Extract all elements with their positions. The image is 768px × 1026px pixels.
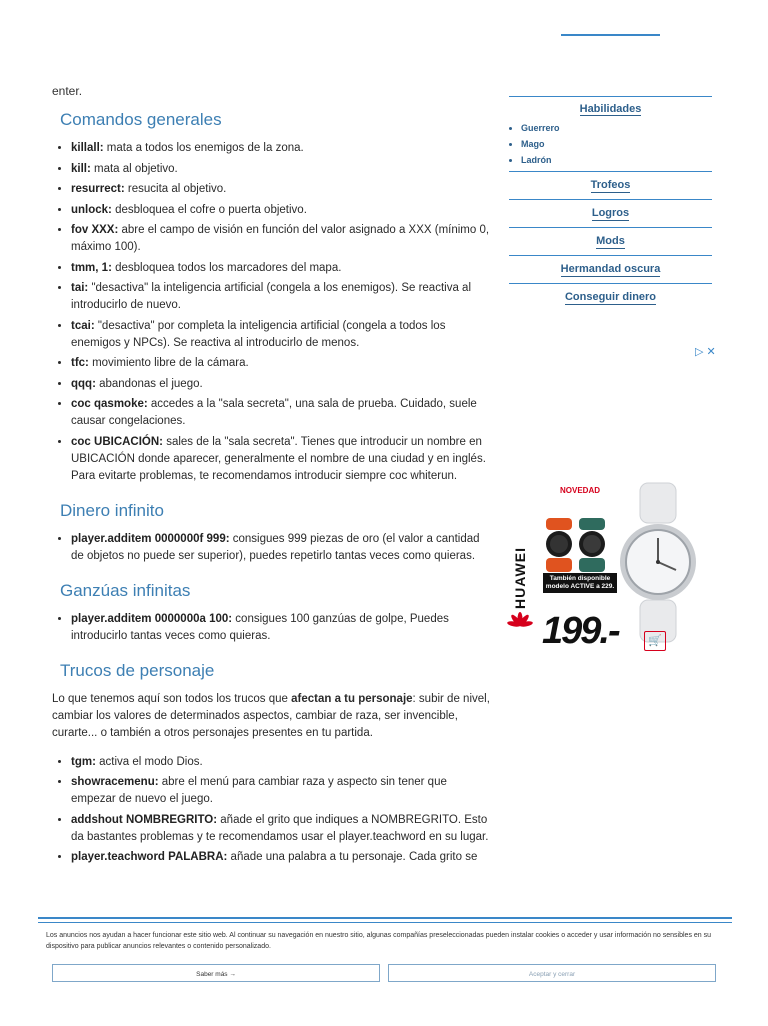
list-item: • player.additem 0000000a 100: consigues 100 ganzúas de golpe, Puedes introducirlo tantas veces como quieras. — [71, 611, 492, 645]
list-item: • kill: mata al objetivo. — [71, 161, 492, 178]
list-item: • tfc: movimiento libre de la cámara. — [71, 355, 492, 372]
list-item: • coc qasmoke: accedes a la "sala secreta", una sala de prueba. Cuidado, suele causar congelaciones. — [71, 396, 492, 430]
sidebar-item-conseguir-dinero[interactable]: Conseguir dinero — [509, 283, 712, 311]
heading-gold: Dinero infinito — [60, 500, 164, 520]
list-item: • resurrect: resucita al objetivo. — [71, 181, 492, 198]
list-gold — [52, 531, 492, 565]
adchoices-icon[interactable]: ▷ ✕ — [695, 346, 716, 358]
cookie-divider — [38, 922, 732, 923]
top-accent-line — [561, 34, 660, 36]
sidebar-subitem-guerrero[interactable]: • Guerrero — [521, 123, 712, 133]
list-item: • addshout NOMBREGRITO: añade el grito que indiques a NOMBREGRITO. Esto da bastantes problemas y te recomendamos usar el player.teachword en su lugar. — [71, 812, 492, 846]
list-item: • showracemenu: abre el menú para cambiar raza y aspecto sin tener que empezar de nuevo el juego. — [71, 774, 492, 808]
sidebar-item-logros[interactable]: Logros — [509, 199, 712, 227]
list-item: • unlock: desbloquea el cofre o puerta objetivo. — [71, 202, 492, 219]
sidebar-item-hermandad-oscura[interactable]: Hermandad oscura — [509, 255, 712, 283]
list-item: • tmm, 1: desbloquea todos los marcadores del mapa. — [71, 260, 492, 277]
list-lockpicks — [52, 611, 492, 645]
sidebar-item-mods[interactable]: Mods — [509, 227, 712, 255]
list-general — [52, 140, 492, 485]
advertisement-banner[interactable] — [506, 478, 716, 658]
sidebar-subitem-ladron[interactable]: • Ladrón — [521, 155, 712, 165]
list-item: • tcai: "desactiva" por completa la inteligencia artificial (congela a todos los enemigos y NPCs). Se reactiva al introducirlo de menos. — [71, 318, 492, 352]
cart-icon[interactable]: 🛒 — [644, 631, 666, 651]
sidebar-nav — [509, 96, 712, 311]
cookie-text: Los anuncios nos ayudan a hacer funcionar este sitio web. Al continuar su navegación en nuestro sitio, algunas compañías preseleccionadas pueden instalar cookies o acceder y usar información no sensibles en su dispositivo para publicar anuncios relevantes o contenido personalizado. — [46, 932, 712, 950]
huawei-logo-icon — [507, 612, 533, 638]
sidebar-sublist — [509, 123, 712, 165]
ad-badge: NOVEDAD — [560, 486, 601, 495]
list-item: • player.additem 0000000f 999: consigues 999 piezas de oro (el valor a cantidad de objetos no puede ser superior), puedes repetirlo tantas veces como quieras. — [71, 531, 492, 565]
character-intro: Lo que tenemos aquí son todos los trucos que afectan a tu personaje: subir de nivel, cambiar los valores de determinados aspectos, cambiar de raza, ser invencible, curarte... o también a otros personajes presentes en tu partida. — [52, 692, 490, 739]
ad-price: 199.- — [542, 610, 619, 652]
ad-brand: HUAWEI — [512, 547, 528, 609]
learn-more-button[interactable]: Saber más → — [52, 964, 380, 982]
sidebar-subitem-mago[interactable]: • Mago — [521, 139, 712, 149]
list-item: • killall: mata a todos los enemigos de la zona. — [71, 140, 492, 157]
list-item: • qqq: abandonas el juego. — [71, 376, 492, 393]
list-item: • coc UBICACIÓN: sales de la "sala secreta". Tienes que introducir un nombre en UBICACIÓN donde aparecer, generalmente el nombre de una ciudad y en inglés. Para evitarte problemas, te recomendamos introducir siempre coc whiterun. — [71, 434, 492, 485]
accept-close-button[interactable]: Aceptar y cerrar — [388, 964, 716, 982]
list-item: • player.teachword PALABRA: añade una palabra a tu personaje. Cada grito se — [71, 849, 492, 866]
sidebar-item-trofeos[interactable]: Trofeos — [509, 171, 712, 199]
heading-lockpicks: Ganzúas infinitas — [60, 580, 191, 600]
ad-availability-note: También disponible modelo ACTIVE a 229. — [543, 573, 617, 593]
heading-character: Trucos de personaje — [60, 660, 215, 680]
list-item: • fov XXX: abre el campo de visión en función del valor asignado a XXX (mínimo 0, máximo 100). — [71, 222, 492, 256]
article-content — [52, 108, 492, 880]
cookie-banner — [38, 917, 732, 1026]
list-item: • tgm: activa el modo Dios. — [71, 754, 492, 771]
sidebar-item-habilidades[interactable]: Habilidades — [579, 103, 642, 115]
list-character — [52, 754, 492, 867]
list-item: • tai: "desactiva" la inteligencia artificial (congela a los enemigos). Se reactiva al introducirlo de nuevo. — [71, 280, 492, 314]
truncated-text: enter. — [52, 84, 83, 98]
heading-general: Comandos generales — [60, 110, 222, 129]
